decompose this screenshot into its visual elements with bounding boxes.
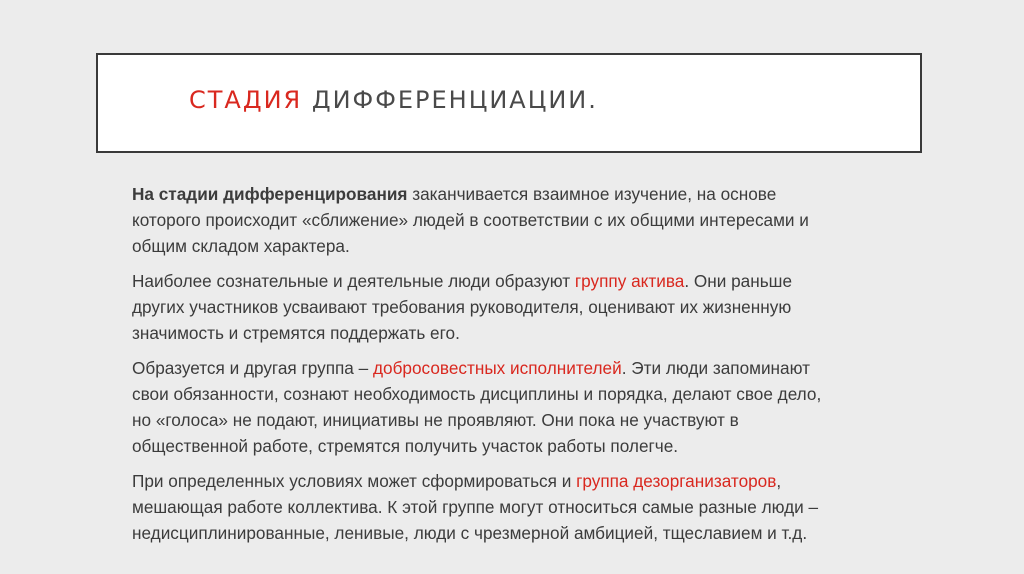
paragraph-3-line-4: общественной работе, стремятся получить участок работы полегче. [132, 436, 679, 456]
paragraph-2-line-3: значимость и стремятся поддержать его. [132, 323, 460, 343]
paragraph-4 [132, 468, 892, 546]
paragraph-3-pre: Образуется и другая группа – [132, 358, 373, 378]
title-rest: ДИФФЕРЕНЦИАЦИИ. [302, 86, 598, 114]
paragraph-3-accent: добросовестных исполнителей [372, 358, 622, 378]
paragraph-4-pre: При определенных условиях может сформироваться и [132, 471, 577, 491]
paragraph-4-line-2: мешающая работе коллектива. К этой группе могут относиться самые разные люди – [132, 497, 819, 517]
paragraph-4-accent: группа дезорганизаторов [576, 471, 777, 491]
paragraph-2-pre: Наиболее сознательные и деятельные люди образуют [132, 271, 575, 291]
paragraph-1 [132, 181, 892, 259]
paragraph-4-post: , [776, 471, 782, 491]
paragraph-4-line-3: недисциплинированные, ленивые, люди с чрезмерной амбицией, тщеславием и т.д. [132, 523, 808, 543]
paragraph-3 [132, 355, 892, 459]
paragraph-1-line-1: заканчивается взаимное изучение, на основе [407, 184, 777, 204]
slide-title [189, 84, 598, 116]
slide-body [132, 181, 892, 555]
paragraph-1-line-3: общим складом характера. [132, 236, 350, 256]
paragraph-1-bold: На стадии дифференцирования [132, 184, 408, 204]
paragraph-2-line-2: других участников усваивают требования руководителя, оценивают их жизненную [132, 297, 792, 317]
title-accent-word: СТАДИЯ [189, 86, 303, 114]
paragraph-2-accent: группу актива [574, 271, 685, 291]
paragraph-2 [132, 268, 892, 346]
paragraph-3-post: . Эти люди запоминают [621, 358, 810, 378]
paragraph-1-line-2: которого происходит «сближение» людей в соответствии с их общими интересами и [132, 210, 809, 230]
paragraph-3-line-3: но «голоса» не подают, инициативы не проявляют. Они пока не участвуют в [132, 410, 739, 430]
paragraph-3-line-2: свои обязанности, сознают необходимость дисциплины и порядка, делают свое дело, [132, 384, 822, 404]
paragraph-2-post: . Они раньше [684, 271, 793, 291]
